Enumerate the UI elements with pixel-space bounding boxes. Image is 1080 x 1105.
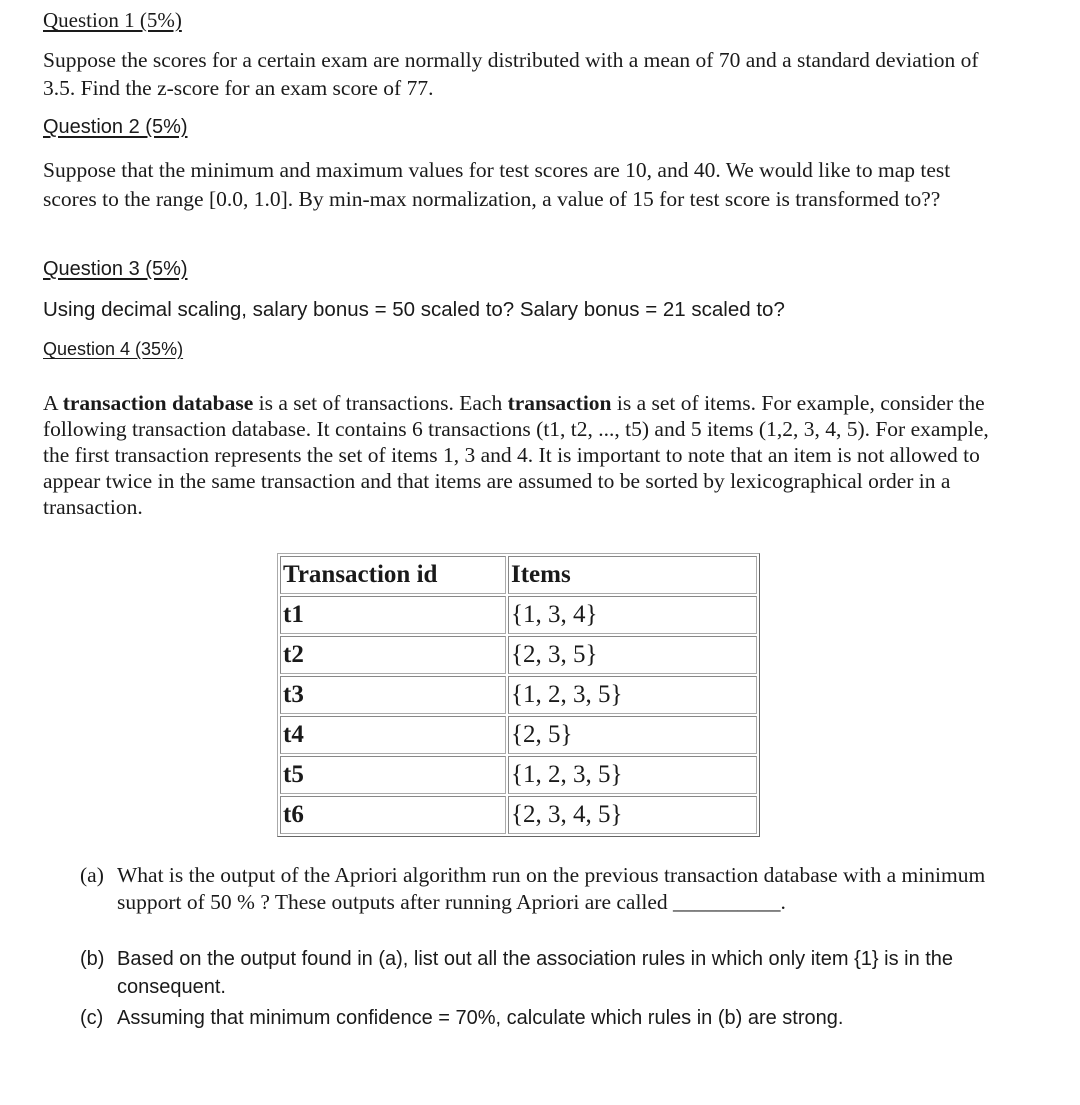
question-1-text: Suppose the scores for a certain exam are normally distributed with a mean of 70 and a standard deviation of 3.5. Find the z-score for an exam score of 77. [43, 48, 979, 100]
part-a-label: (a) [80, 863, 104, 887]
part-c-text: Assuming that minimum confidence = 70%, calculate which rules in (b) are strong. [117, 1007, 844, 1029]
transaction-table [277, 553, 760, 837]
part-a [80, 862, 1000, 916]
question-3-text: Using decimal scaling, salary bonus = 50 scaled to? Salary bonus = 21 scaled to? [43, 298, 785, 321]
question-2-heading: Question 2 (5%) [43, 116, 188, 138]
table-row [280, 636, 757, 674]
transaction-id-cell: t6 [280, 796, 506, 834]
part-b-text: Based on the output found in (a), list out all the association rules in which only item {1} is in the consequent. [117, 948, 954, 998]
part-b [80, 945, 1000, 1001]
transaction-id-cell: t5 [280, 756, 506, 794]
intro-term-transaction-database: transaction database [62, 391, 254, 415]
header-transaction-id: Transaction id [280, 556, 506, 594]
header-items: Items [508, 556, 757, 594]
intro-text: is a set of items. For example, consider the following transaction database. It contains 6 transactions (t1, t2, ..., t5) and 5 items (1,2, 3, 4, 5). For example, the first transaction represents the set of items 1, 3 and 4. It is important to note that an item is not allowed to appear twice in the same transaction and that items are assumed to be sorted by lexicographical order in a transaction. [43, 391, 989, 519]
part-c [80, 1004, 1000, 1032]
transaction-id-cell: t4 [280, 716, 506, 754]
question-4-heading: Question 4 (35%) [43, 339, 184, 359]
items-cell: {2, 5} [508, 716, 757, 754]
transaction-id-cell: t1 [280, 596, 506, 634]
question-1-heading: Question 1 (5%) [43, 8, 182, 32]
intro-text: is a set of transactions. Each [253, 391, 508, 415]
question-2-text: Suppose that the minimum and maximum values for test scores are 10, and 40. We would like to map test scores to the range [0.0, 1.0]. By min-max normalization, a value of 15 for test score is transformed to?? [43, 158, 951, 211]
items-cell: {2, 3, 4, 5} [508, 796, 757, 834]
table-row [280, 596, 757, 634]
items-cell: {2, 3, 5} [508, 636, 757, 674]
intro-text: A [43, 391, 63, 415]
items-cell: {1, 3, 4} [508, 596, 757, 634]
table-row [280, 796, 757, 834]
table-row [280, 676, 757, 714]
part-a-text: What is the output of the Apriori algorithm run on the previous transaction database with a minimum support of 50 % ? These outputs after running Apriori are called __________. [117, 863, 986, 914]
intro-term-transaction: transaction [507, 391, 612, 415]
part-b-label: (b) [80, 948, 105, 970]
table-row [280, 756, 757, 794]
items-cell: {1, 2, 3, 5} [508, 676, 757, 714]
items-cell: {1, 2, 3, 5} [508, 756, 757, 794]
table-header-row [280, 556, 757, 594]
question-3-heading: Question 3 (5%) [43, 258, 188, 280]
table-row [280, 716, 757, 754]
transaction-id-cell: t2 [280, 636, 506, 674]
transaction-id-cell: t3 [280, 676, 506, 714]
part-c-label: (c) [80, 1007, 104, 1029]
question-4-intro [43, 390, 1003, 520]
